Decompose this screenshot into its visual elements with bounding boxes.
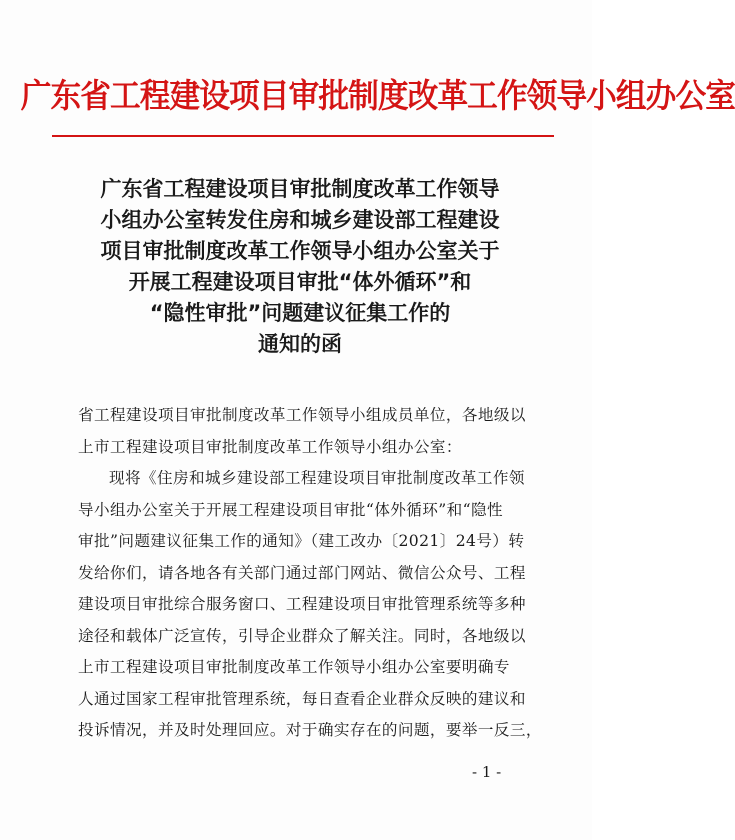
body-line: 途径和载体广泛宣传，引导企业群众了解关注。同时，各地级以	[78, 626, 526, 645]
org-header-title: 广东省工程建设项目审批制度改革工作领导小组办公室	[20, 76, 735, 115]
document-title	[60, 174, 540, 360]
title-line: 小组办公室转发住房和城乡建设部工程建设	[100, 208, 500, 232]
document-body	[78, 400, 542, 747]
body-line: 导小组办公室关于开展工程建设项目审批“体外循环”和“隐性	[78, 500, 503, 519]
red-divider-line	[52, 135, 554, 137]
title-line: “隐性审批”问题建议征集工作的	[149, 301, 451, 325]
body-line: 投诉情况，并及时处理回应。对于确实存在的问题，要举一反三，	[78, 721, 542, 739]
body-line: 人通过国家工程审批管理系统，每日查看企业群众反映的建议和	[78, 689, 526, 708]
title-line: 开展工程建设项目审批“体外循环”和	[128, 270, 472, 294]
body-line: 建设项目审批综合服务窗口、工程建设项目审批管理系统等多种	[78, 595, 526, 613]
salutation-line: 省工程建设项目审批制度改革工作领导小组成员单位，各地级以	[78, 406, 526, 424]
title-line: 通知的函	[258, 332, 342, 356]
page-number: - 1 -	[472, 763, 502, 781]
title-line: 项目审批制度改革工作领导小组办公室关于	[100, 239, 500, 263]
title-line: 广东省工程建设项目审批制度改革工作领导	[100, 177, 500, 201]
body-line: 上市工程建设项目审批制度改革工作领导小组办公室要明确专	[78, 658, 510, 676]
body-line: 审批”问题建议征集工作的通知》（建工改办〔2021〕24号）转	[78, 532, 525, 550]
body-line: 发给你们，请各地各有关部门通过部门网站、微信公众号、工程	[78, 563, 526, 582]
body-line: 现将《住房和城乡建设部工程建设项目审批制度改革工作领	[109, 469, 525, 487]
salutation-line: 上市工程建设项目审批制度改革工作领导小组办公室：	[78, 437, 462, 456]
